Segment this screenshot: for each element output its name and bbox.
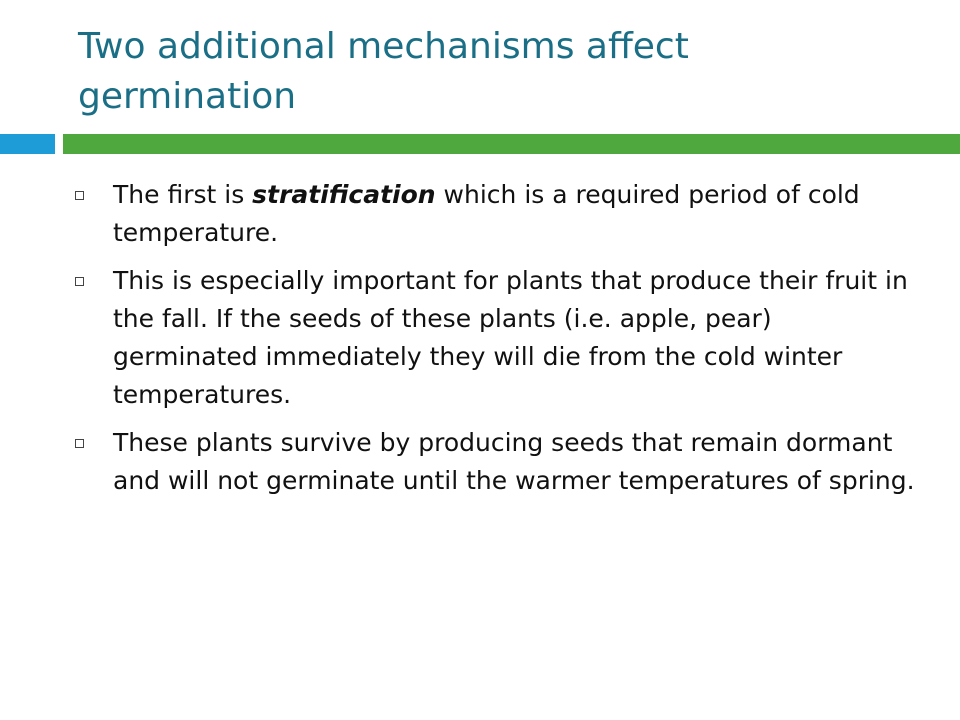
title-accent-bar-green [63,134,960,154]
slide-title: Two additional mechanisms affect germination [78,26,689,117]
hollow-square-bullet-icon [75,277,84,286]
hollow-square-bullet-icon [75,191,84,200]
bullet-text-after: which is a required period of cold temperature. [113,180,860,247]
bullet-item-dormant-seeds [64,424,924,500]
title-accent-bar-blue [0,134,55,154]
bullet-item-fall-fruit [64,262,924,414]
bullet-list [64,176,924,510]
bullet-text: These plants survive by producing seeds that remain dormant and will not germinate until the warmer temperatures of spring. [113,428,915,495]
bullet-text: This is especially important for plants that produce their fruit in the fall. If the seeds of these plants (i.e. apple, pear) germinated immediately they will die from the cold winter temperatures. [113,266,908,409]
hollow-square-bullet-icon [75,439,84,448]
bullet-emphasis-term: stratification [252,180,436,209]
bullet-text-before: The first is [113,180,253,209]
bullet-item-stratification [64,176,924,252]
